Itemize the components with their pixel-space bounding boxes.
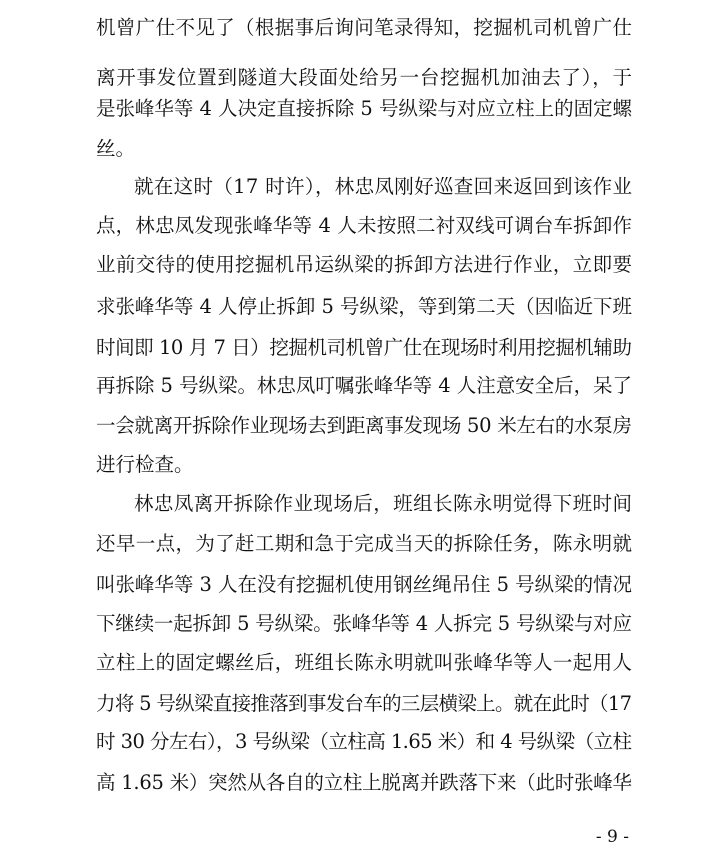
text-line: 就在这时（17 时许），林忠凤刚好巡查回来返回到该作业	[134, 175, 633, 198]
text-line: 叫张峰华等 3 人在没有挖掘机使用钢丝绳吊住 5 号纵梁的情况	[96, 573, 632, 596]
text-line: 点，林忠凤发现张峰华等 4 人未按照二衬双线可调台车拆卸作	[96, 214, 633, 237]
text-line: 高 1.65 米）突然从各自的立柱上脱离并跌落下来（此时张峰华	[96, 771, 632, 794]
text-line: 力将 5 号纵梁直接推落到事发台车的三层横梁上。就在此时（17	[96, 692, 632, 715]
text-line: 下继续一起拆卸 5 号纵梁。张峰华等 4 人拆完 5 号纵梁与对应	[96, 612, 632, 635]
text-line: 求张峰华等 4 人停止拆卸 5 号纵梁，等到第二天（因临近下班	[96, 295, 632, 318]
text-line: 机曾广仕不见了（根据事后询问笔录得知，挖掘机司机曾广仕	[96, 16, 633, 39]
page-number: - 9 -	[595, 827, 629, 847]
text-line: 进行检查。	[96, 453, 194, 476]
text-line: 是张峰华等 4 人决定直接拆除 5 号纵梁与对应立柱上的固定螺	[96, 97, 632, 120]
text-line: 一会就离开拆除作业现场去到距离事发现场 50 米左右的水泵房	[96, 414, 632, 437]
text-line: 离开事发位置到隧道大段面处给另一台挖掘机加油去了），于	[96, 66, 633, 89]
text-line: 立柱上的固定螺丝后，班组长陈永明就叫张峰华等人一起用人	[96, 651, 633, 674]
text-line: 林忠凤离开拆除作业现场后，班组长陈永明觉得下班时间	[134, 492, 633, 515]
text-line: 时 30 分左右），3 号纵梁（立柱高 1.65 米）和 4 号纵梁（立柱	[96, 730, 632, 753]
text-line: 还早一点，为了赶工期和急于完成当天的拆除任务，陈永明就	[96, 532, 633, 555]
text-line: 时间即 10 月 7 日）挖掘机司机曾广仕在现场时利用挖掘机辅助	[96, 336, 632, 359]
text-line: 业前交待的使用挖掘机吊运纵梁的拆卸方法进行作业，立即要	[96, 253, 633, 276]
text-line: 再拆除 5 号纵梁。林忠凤叮嘱张峰华等 4 人注意安全后，呆了	[96, 374, 632, 397]
text-line: 丝。	[96, 137, 136, 160]
